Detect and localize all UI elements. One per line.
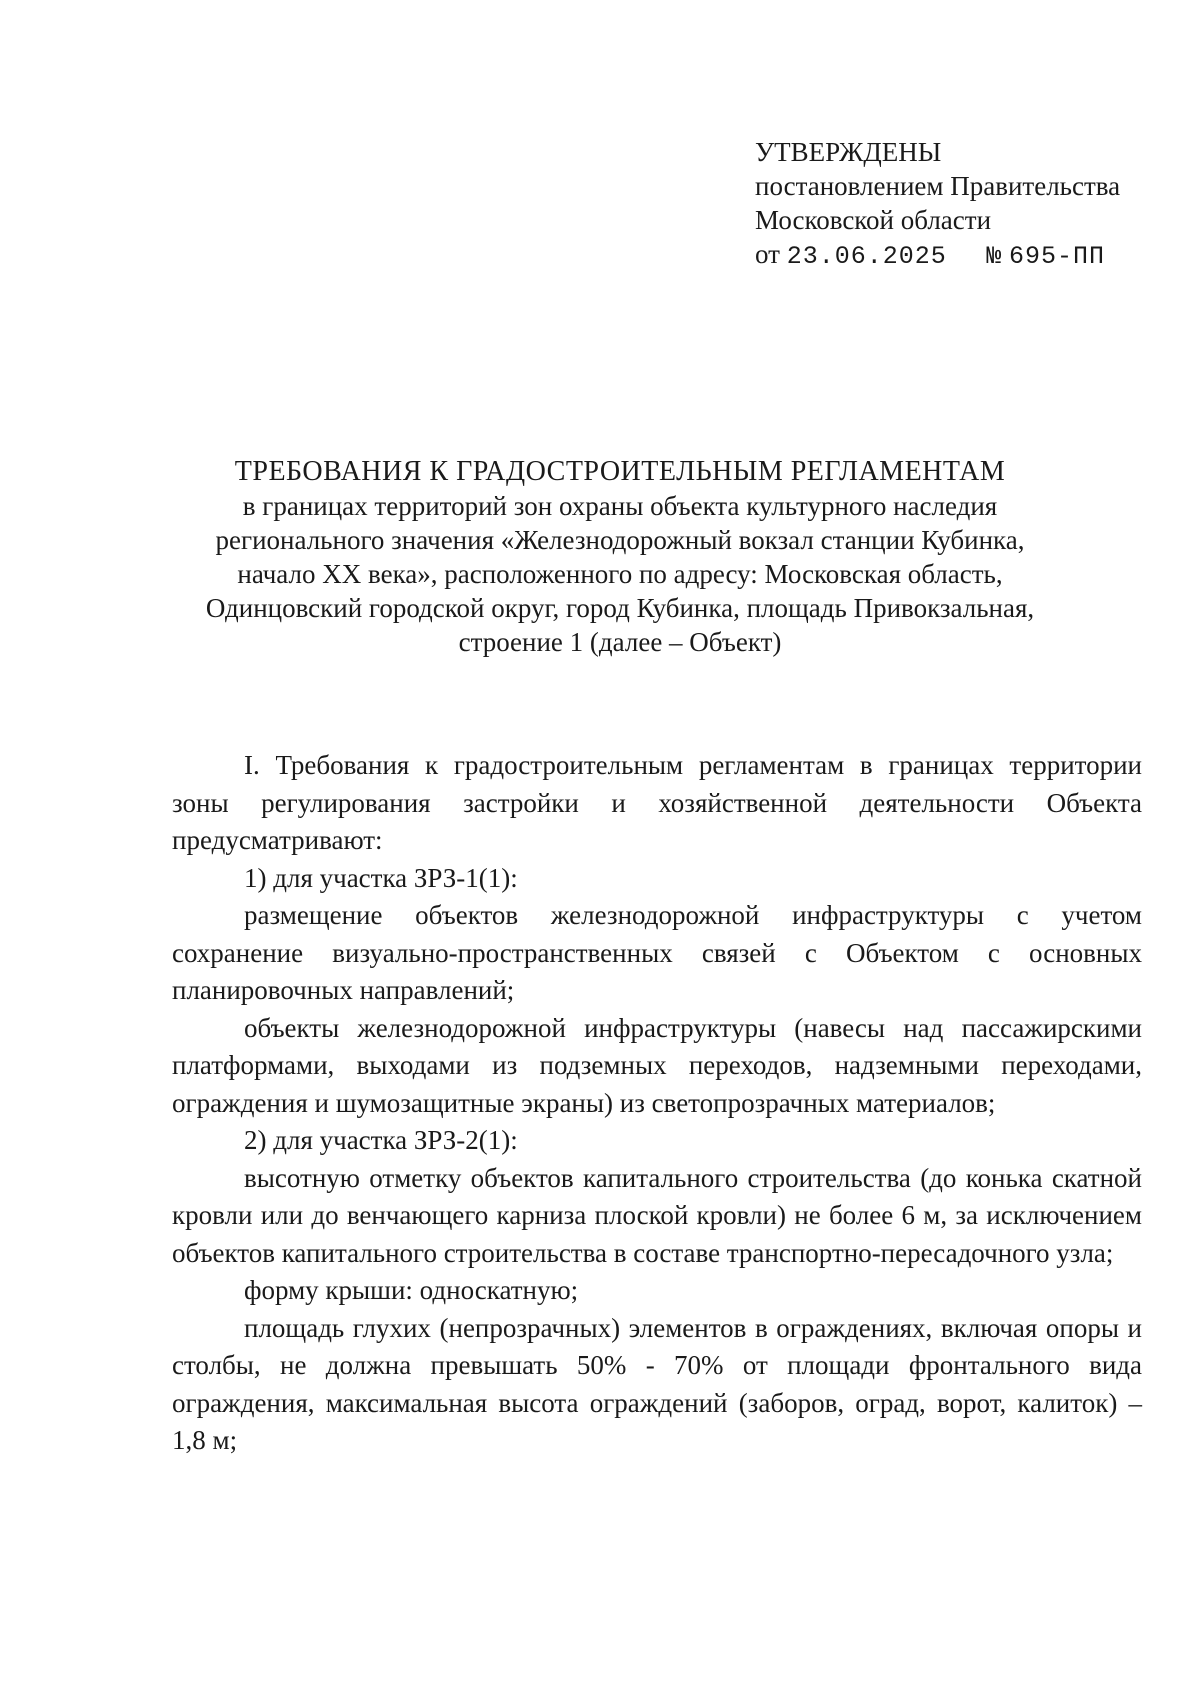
document-title [150, 455, 1090, 659]
approval-date: 23.06.2025 [786, 242, 947, 271]
section-heading: I. Требования к градостроительным регламентам в границах территории зоны регулирования застройки и хозяйственной деятельности Объекта предусматривают: [172, 750, 1142, 855]
approval-status: УТВЕРЖДЕНЫ [755, 137, 942, 167]
approval-date-line [755, 237, 1175, 274]
approval-line-1: постановлением Правительства [755, 171, 1121, 201]
item-1-label: 1) для участка ЗРЗ-1(1): [244, 862, 518, 893]
number-prefix: № [986, 242, 1003, 271]
item-2-label: 2) для участка ЗРЗ-2(1): [244, 1125, 518, 1155]
approval-line-2: Московской области [755, 205, 992, 235]
document-body [172, 747, 1142, 1460]
item-2-paragraph-1: высотную отметку объектов капитального строительства (до конька скатной кровли или до венчающего карниза плоской кровли) не более 6 м, за исключением объектов капитального строительства в составе транспортно-пересадочного узла; [172, 1162, 1142, 1268]
item-1-paragraph-1: размещение объектов железнодорожной инфраструктуры с учетом сохранение визуально-пространственных связей с Объектом с основных планировочных направлений; [172, 900, 1142, 1005]
approval-stamp [755, 135, 1175, 274]
date-prefix: от [755, 239, 780, 269]
item-2-paragraph-3: площадь глухих (непрозрачных) элементов в ограждениях, включая опоры и столбы, не должна превышать 50% - 70% от площади фронтального вида ограждения, максимальная высота ограждений (заборов, оград, ворот, калиток) – 1,8 м; [172, 1312, 1142, 1455]
title-line-4: Одинцовский городской округ, город Кубинка, площадь Привокзальная, [205, 593, 1035, 623]
approval-number: 695-ПП [1009, 242, 1106, 271]
title-line-3: начало XX века», расположенного по адресу: Московская область, [237, 559, 1003, 589]
title-line-1: в границах территорий зон охраны объекта культурного наследия [242, 491, 998, 521]
item-1-paragraph-2: объекты железнодорожной инфраструктуры (навесы над пассажирскими платформами, выходами из подземных переходов, надземными переходами, ограждения и шумозащитные экраны) из светопрозрачных материалов; [172, 1012, 1142, 1118]
title-main: ТРЕБОВАНИЯ К ГРАДОСТРОИТЕЛЬНЫМ РЕГЛАМЕНТАМ [234, 456, 1006, 487]
item-2-paragraph-2: форму крыши: односкатную; [244, 1275, 579, 1305]
title-line-2: регионального значения «Железнодорожный вокзал станции Кубинка, [215, 525, 1025, 555]
title-line-5: строение 1 (далее – Объект) [458, 627, 782, 657]
